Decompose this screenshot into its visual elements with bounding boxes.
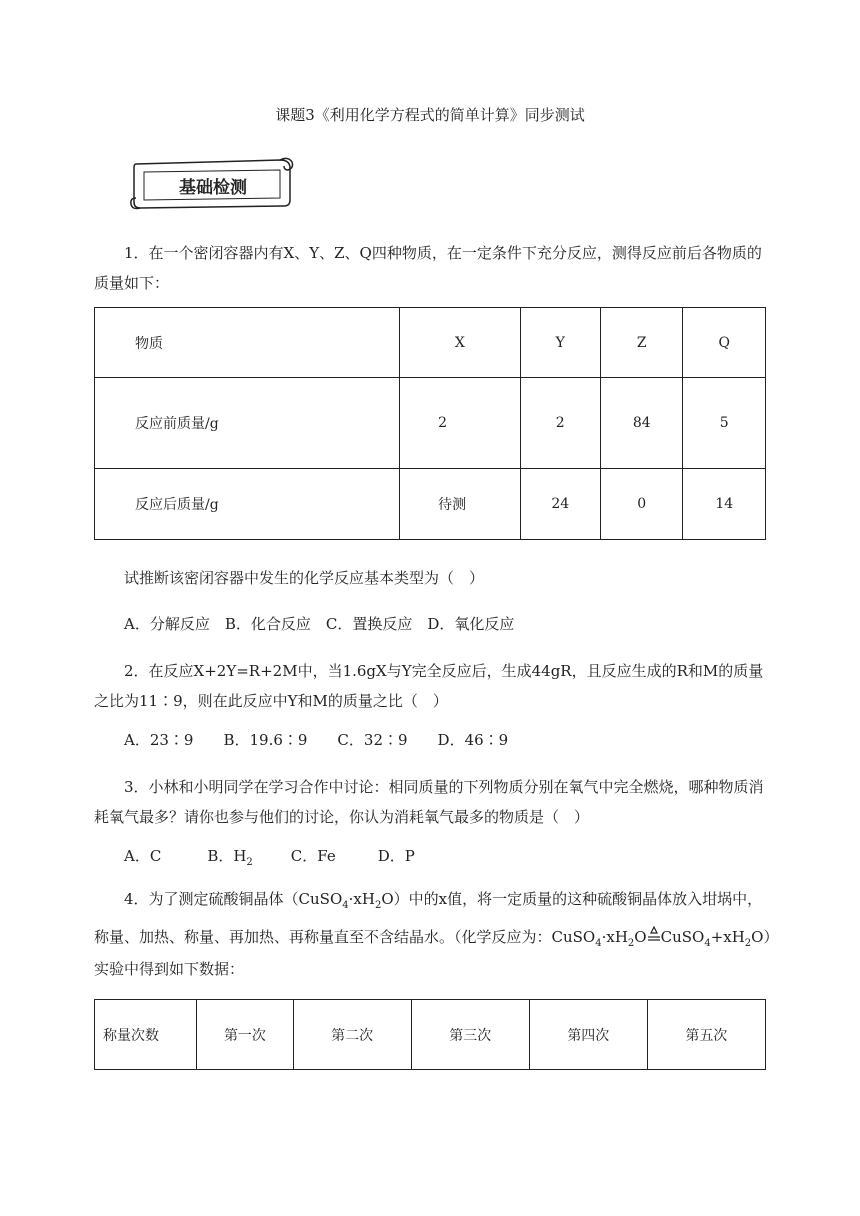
heating-triangle-equals-icon: [647, 926, 661, 944]
table-cell: 物质: [95, 308, 400, 378]
text-segment: O）: [751, 928, 779, 946]
section-banner-text: 基础检测: [179, 178, 247, 198]
subscript: 2: [744, 938, 752, 949]
table-cell: 第三次: [411, 1000, 529, 1070]
option-a: A．C: [124, 847, 162, 865]
question-4-line-1: [94, 888, 766, 911]
text-segment: ·xH: [601, 928, 628, 946]
question-1-table: [94, 307, 766, 540]
table-cell: 24: [520, 469, 600, 540]
text-segment: +xH: [710, 928, 745, 946]
text-segment: ·xH: [348, 890, 375, 908]
option-d: D．P: [377, 847, 415, 865]
table-cell: 第五次: [647, 1000, 765, 1070]
page-title: 课题3《利用化学方程式的简单计算》同步测试: [275, 106, 585, 124]
table-cell: Q: [683, 308, 766, 378]
subscript: 2: [374, 900, 382, 911]
option-c: C．Fe: [290, 847, 336, 865]
text-segment: 4．为了测定硫酸铜晶体（CuSO: [124, 890, 343, 908]
table-cell: Z: [601, 308, 683, 378]
table-cell: 第二次: [293, 1000, 411, 1070]
table-cell: 反应前质量/g: [95, 378, 400, 469]
question-2-text: 2．在反应X+2Y=R+2M中，当1.6gX与Y完全反应后，生成44gR，且反应生成的R和M的质量之比为11∶9，则在此反应中Y和M的质量之比（ ）: [94, 662, 764, 710]
question-3-text: 3．小林和小明同学在学习合作中讨论：相同质量的下列物质分别在氧气中完全燃烧，哪种物质消耗氧气最多？请你也参与他们的讨论，你认为消耗氧气最多的物质是（ ）: [94, 778, 764, 826]
option-b: B．H: [207, 847, 247, 865]
question-4-table: [94, 999, 766, 1070]
subscript: 2: [246, 857, 253, 868]
table-row: [95, 378, 766, 469]
table-cell: Y: [520, 308, 600, 378]
table-cell: 2: [400, 378, 520, 469]
table-row: [95, 308, 766, 378]
question-4-line-2: [94, 926, 779, 949]
text-segment: O: [634, 928, 647, 946]
question-4-line-3: 实验中得到如下数据：: [94, 960, 245, 978]
subscript: 2: [627, 938, 635, 949]
table-cell: 84: [601, 378, 683, 469]
table-cell: 14: [683, 469, 766, 540]
text-segment: 称量、加热、称量、再加热、再称量直至不含结晶水。（化学反应为：CuSO: [94, 928, 596, 946]
question-3-options: [94, 845, 766, 868]
subscript: 4: [595, 938, 602, 949]
question-2-options: A．23∶9 B．19.6∶9 C．32∶9 D．46∶9: [124, 731, 509, 749]
question-1-prompt: 试推断该密闭容器中发生的化学反应基本类型为（ ）: [124, 569, 485, 587]
question-1-options: A．分解反应 B．化合反应 C．置换反应 D．氧化反应: [124, 615, 515, 633]
table-cell: 0: [601, 469, 683, 540]
table-cell: 待测: [400, 469, 520, 540]
table-cell: 反应后质量/g: [95, 469, 400, 540]
table-row: [95, 469, 766, 540]
text-segment: O）中的x值，将一定质量的这种硫酸铜晶体放入坩埚中，: [381, 890, 763, 908]
subscript: 4: [342, 900, 349, 911]
table-cell: 第一次: [197, 1000, 293, 1070]
table-cell: X: [400, 308, 520, 378]
table-cell: 称量次数: [95, 1000, 197, 1070]
table-cell: 2: [520, 378, 600, 469]
text-segment: CuSO: [660, 928, 705, 946]
table-cell: 第四次: [529, 1000, 647, 1070]
table-cell: 5: [683, 378, 766, 469]
question-1-text: 1．在一个密闭容器内有X、Y、Z、Q四种物质，在一定条件下充分反应，测得反应前后各物质的质量如下：: [94, 244, 762, 292]
table-row: [95, 1000, 766, 1070]
subscript: 4: [704, 938, 711, 949]
